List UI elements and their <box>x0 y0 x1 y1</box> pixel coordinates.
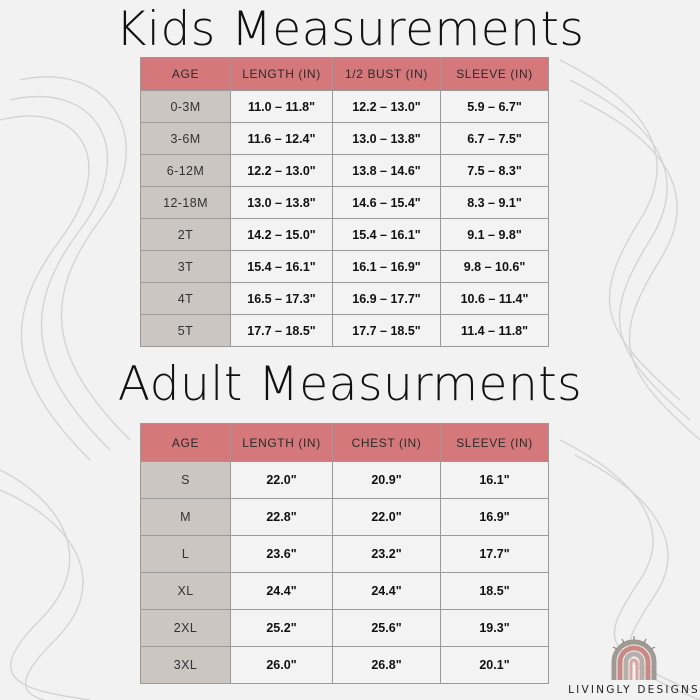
size-cell: 3T <box>141 251 231 283</box>
kids-size-table <box>140 57 549 347</box>
header-chest: CHEST (IN) <box>333 424 441 462</box>
size-cell: 3XL <box>141 647 231 684</box>
bust-cell: 12.2 – 13.0" <box>333 91 441 123</box>
brand-logo <box>568 634 700 700</box>
table-row <box>141 647 549 684</box>
sleeve-cell: 20.1" <box>441 647 549 684</box>
bust-cell: 14.6 – 15.4" <box>333 187 441 219</box>
table-row <box>141 610 549 647</box>
size-cell: 5T <box>141 315 231 347</box>
header-sleeve: SLEEVE (IN) <box>441 58 549 91</box>
header-age: AGE <box>141 58 231 91</box>
sleeve-cell: 5.9 – 6.7" <box>441 91 549 123</box>
size-cell: 3-6M <box>141 123 231 155</box>
length-cell: 11.0 – 11.8" <box>231 91 333 123</box>
table-row <box>141 462 549 499</box>
table-header-row <box>141 58 549 91</box>
bust-cell: 16.9 – 17.7" <box>333 283 441 315</box>
length-cell: 16.5 – 17.3" <box>231 283 333 315</box>
length-cell: 22.8" <box>231 499 333 536</box>
sleeve-cell: 18.5" <box>441 573 549 610</box>
table-row <box>141 251 549 283</box>
brand-name: LIVINGLY DESIGNS <box>568 684 700 696</box>
length-cell: 25.2" <box>231 610 333 647</box>
table-row <box>141 315 549 347</box>
length-cell: 13.0 – 13.8" <box>231 187 333 219</box>
table-row <box>141 219 549 251</box>
length-cell: 23.6" <box>231 536 333 573</box>
length-cell: 24.4" <box>231 573 333 610</box>
adult-size-table <box>140 423 549 684</box>
size-cell: 2T <box>141 219 231 251</box>
size-cell: 2XL <box>141 610 231 647</box>
chest-cell: 22.0" <box>333 499 441 536</box>
table-row <box>141 187 549 219</box>
size-cell: L <box>141 536 231 573</box>
size-cell: 6-12M <box>141 155 231 187</box>
header-sleeve: SLEEVE (IN) <box>441 424 549 462</box>
table-row <box>141 283 549 315</box>
sleeve-cell: 16.1" <box>441 462 549 499</box>
sleeve-cell: 17.7" <box>441 536 549 573</box>
bust-cell: 17.7 – 18.5" <box>333 315 441 347</box>
sleeve-cell: 8.3 – 9.1" <box>441 187 549 219</box>
chest-cell: 24.4" <box>333 573 441 610</box>
size-cell: S <box>141 462 231 499</box>
bust-cell: 16.1 – 16.9" <box>333 251 441 283</box>
length-cell: 22.0" <box>231 462 333 499</box>
length-cell: 11.6 – 12.4" <box>231 123 333 155</box>
length-cell: 14.2 – 15.0" <box>231 219 333 251</box>
sleeve-cell: 9.1 – 9.8" <box>441 219 549 251</box>
chest-cell: 25.6" <box>333 610 441 647</box>
table-row <box>141 536 549 573</box>
rainbow-icon <box>608 634 660 682</box>
length-cell: 17.7 – 18.5" <box>231 315 333 347</box>
sleeve-cell: 10.6 – 11.4" <box>441 283 549 315</box>
size-cell: 4T <box>141 283 231 315</box>
bust-cell: 15.4 – 16.1" <box>333 219 441 251</box>
sleeve-cell: 16.9" <box>441 499 549 536</box>
size-cell: 12-18M <box>141 187 231 219</box>
bust-cell: 13.8 – 14.6" <box>333 155 441 187</box>
size-cell: 0-3M <box>141 91 231 123</box>
header-length: LENGTH (IN) <box>231 424 333 462</box>
size-cell: XL <box>141 573 231 610</box>
length-cell: 15.4 – 16.1" <box>231 251 333 283</box>
header-length: LENGTH (IN) <box>231 58 333 91</box>
size-cell: M <box>141 499 231 536</box>
chest-cell: 26.8" <box>333 647 441 684</box>
sleeve-cell: 19.3" <box>441 610 549 647</box>
length-cell: 26.0" <box>231 647 333 684</box>
sleeve-cell: 6.7 – 7.5" <box>441 123 549 155</box>
adult-title: Adult Measurments <box>117 357 583 412</box>
bust-cell: 13.0 – 13.8" <box>333 123 441 155</box>
table-row <box>141 123 549 155</box>
length-cell: 12.2 – 13.0" <box>231 155 333 187</box>
sleeve-cell: 11.4 – 11.8" <box>441 315 549 347</box>
header-bust: 1/2 BUST (IN) <box>333 58 441 91</box>
kids-title: Kids Measurements <box>115 2 585 57</box>
chest-cell: 20.9" <box>333 462 441 499</box>
table-row <box>141 155 549 187</box>
table-header-row <box>141 424 549 462</box>
table-row <box>141 499 549 536</box>
table-row <box>141 573 549 610</box>
sleeve-cell: 9.8 – 10.6" <box>441 251 549 283</box>
sleeve-cell: 7.5 – 8.3" <box>441 155 549 187</box>
header-age: AGE <box>141 424 231 462</box>
table-row <box>141 91 549 123</box>
chest-cell: 23.2" <box>333 536 441 573</box>
